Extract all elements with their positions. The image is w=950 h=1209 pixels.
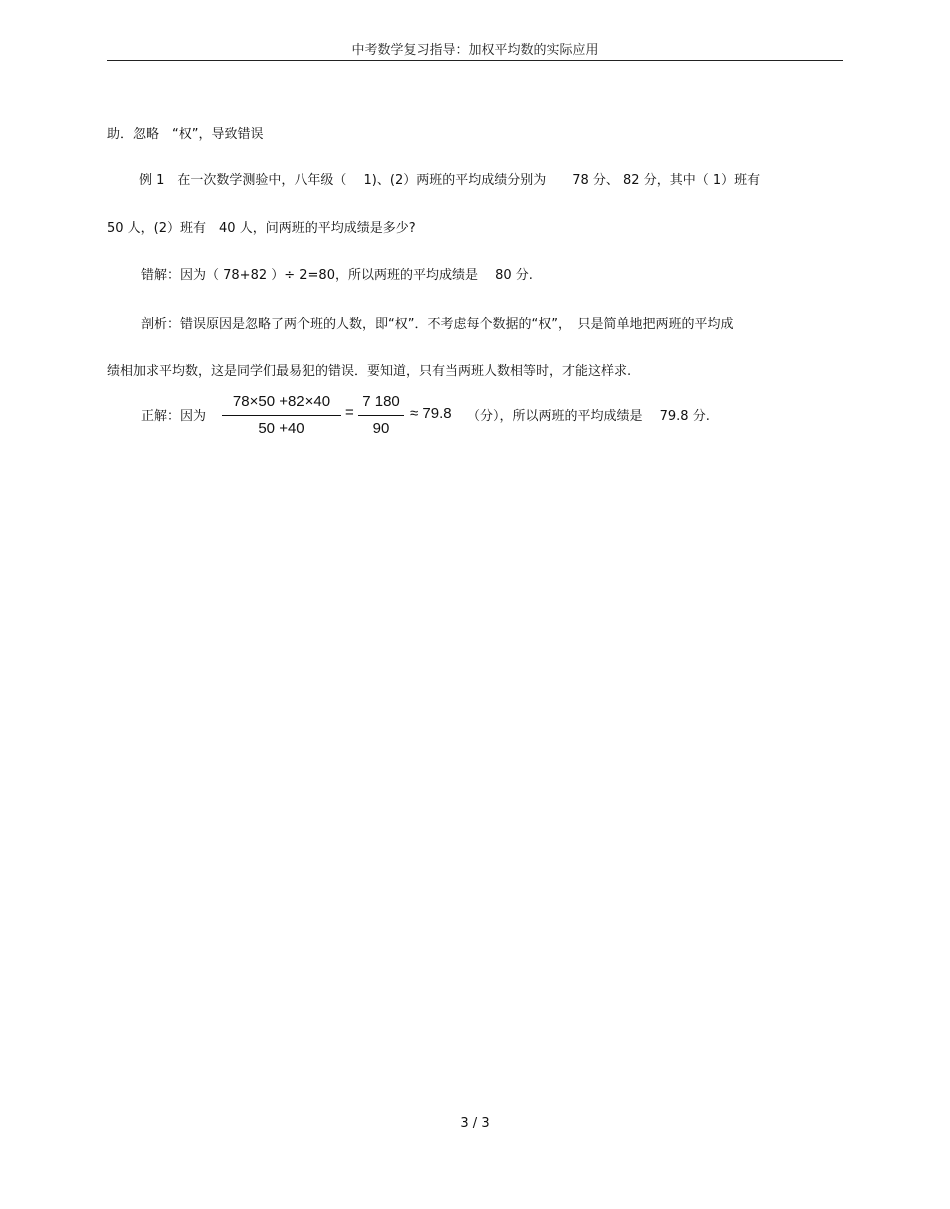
- page-header-title: 中考数学复习指导：加权平均数的实际应用: [351, 43, 599, 58]
- fraction-bar: [358, 415, 404, 416]
- analysis-line-2: 绩相加求平均数，这是同学们最易犯的错误．要知道，只有当两班人数相等时，才能这样求.: [107, 364, 632, 379]
- page-number: 3 / 3: [460, 1116, 490, 1131]
- fraction-result: [358, 393, 404, 439]
- equals-sign: =: [345, 404, 354, 421]
- example-line-1: 例 1 在一次数学测验中，八年级（ 1)、(2）两班的平均成绩分别为 78 分、 82 分，其中（ 1）班有: [139, 173, 761, 188]
- example-line-2: 50 人，(2）班有 40 人，问两班的平均成绩是多少?: [107, 221, 416, 236]
- wrong-solution: 错解：因为（ 78+82 ）÷ 2=80，所以两班的平均成绩是 80 分.: [141, 268, 533, 283]
- fraction-bar: [222, 415, 341, 416]
- fraction-weighted-mean: [222, 393, 341, 439]
- fraction-numerator: 78×50 +82×40: [232, 393, 331, 410]
- header-divider: [107, 60, 843, 61]
- fraction-numerator: 7 180: [362, 393, 400, 410]
- correct-solution-label: 正解：因为: [141, 409, 207, 424]
- fraction-denominator: 90: [372, 420, 390, 437]
- approximate-value: ≈ 79.8: [410, 405, 452, 422]
- analysis-line-1: 剖析：错误原因是忽略了两个班的人数，即“权”．不考虑每个数据的“权”， 只是简单地把两班的平均成: [141, 317, 734, 332]
- correct-solution-tail: （分），所以两班的平均成绩是 79.8 分.: [467, 409, 710, 424]
- fraction-denominator: 50 +40: [258, 420, 305, 437]
- section-heading: 助．忽略 “权”，导致错误: [107, 127, 264, 142]
